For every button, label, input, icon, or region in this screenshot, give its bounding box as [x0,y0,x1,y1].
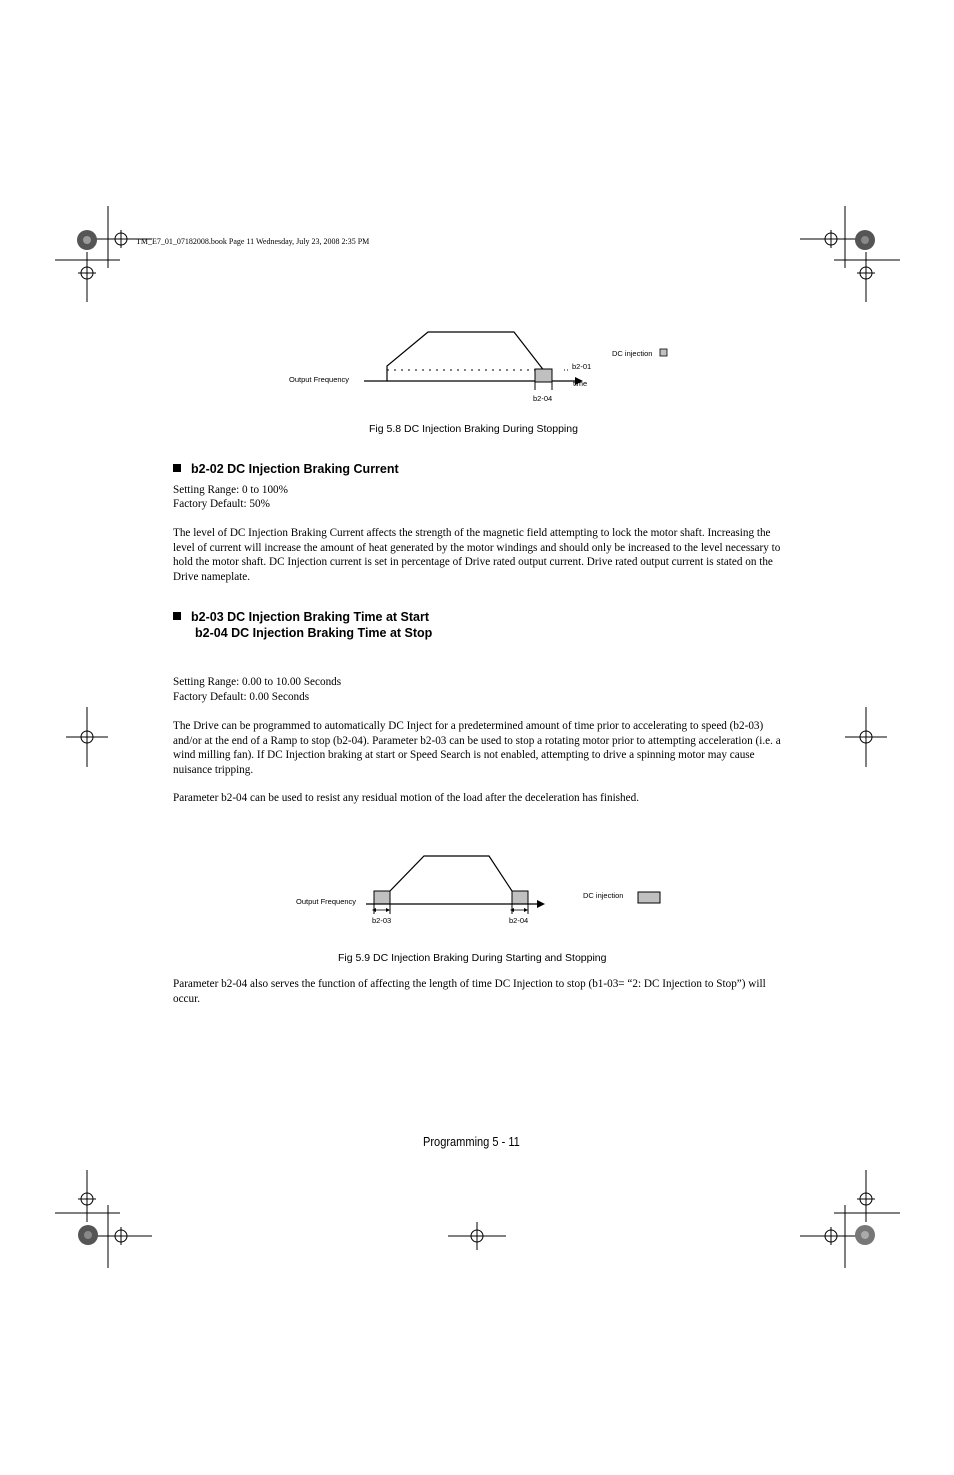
page-footer: Programming 5 - 11 [423,1134,520,1149]
section-heading-line2: b2-04 DC Injection Braking Time at Stop [195,626,433,640]
output-frequency-label: Output Frequency [296,897,357,906]
print-header: TM_E7_01_07182008.book Page 11 Wednesday, July 23, 2008 2:35 PM [136,237,370,246]
dc-injection-label: DC injection [583,891,624,900]
paragraph: Parameter b2-04 can be used to resist any residual motion of the load after the deceleration has finished. [173,792,639,804]
b2-04-label: b2-04 [533,394,553,403]
dc-injection-label: DC injection [612,349,653,358]
figure-caption: Fig 5.9 DC Injection Braking During Starting and Stopping [338,952,607,964]
output-frequency-label: Output Frequency [289,375,350,384]
paragraph: The level of DC Injection Braking Current affects the strength of the magnetic field attempting to lock the motor shaft. Increasing the level of current will increase the amount of heat generated by the motor windings and should only be increased to the level necessary to hold the motor shaft. DC Injection current is set in percentage of Drive rated output current. Drive rated output current is stated on the Drive nameplate. [173,527,781,583]
factory-default: Factory Default: 50% [173,498,270,510]
figure-caption: Fig 5.8 DC Injection Braking During Stopping [369,423,578,435]
paragraph: The Drive can be programmed to automatically DC Inject for a predetermined amount of time prior to accelerating to speed (b2-03) and/or at the end of a Ramp to stop (b2-04). Parameter b2-03 can be used to stop a rotating motor prior to attempting acceleration (i.e. a wind milling fan). If DC Injection braking at start or Speed Search is not enabled, attempting to drive a spinning motor may cause nuisance tripping. [173,720,781,776]
b2-01-label: b2-01 [572,362,592,371]
b2-03-label: b2-03 [372,916,392,925]
setting-range: Setting Range: 0 to 100% [173,484,288,496]
factory-default: Factory Default: 0.00 Seconds [173,691,310,703]
setting-range: Setting Range: 0.00 to 10.00 Seconds [173,676,342,688]
heading-text: b2-02 DC Injection Braking Current [191,462,399,476]
b2-04-label: b2-04 [509,916,529,925]
time-label: time [573,379,588,388]
heading-text: b2-03 DC Injection Braking Time at Start [191,610,430,624]
paragraph: Parameter b2-04 also serves the function of affecting the length of time DC Injection to stop (b1-03= “2: DC Injection to Stop”) will occur. [173,978,766,1005]
